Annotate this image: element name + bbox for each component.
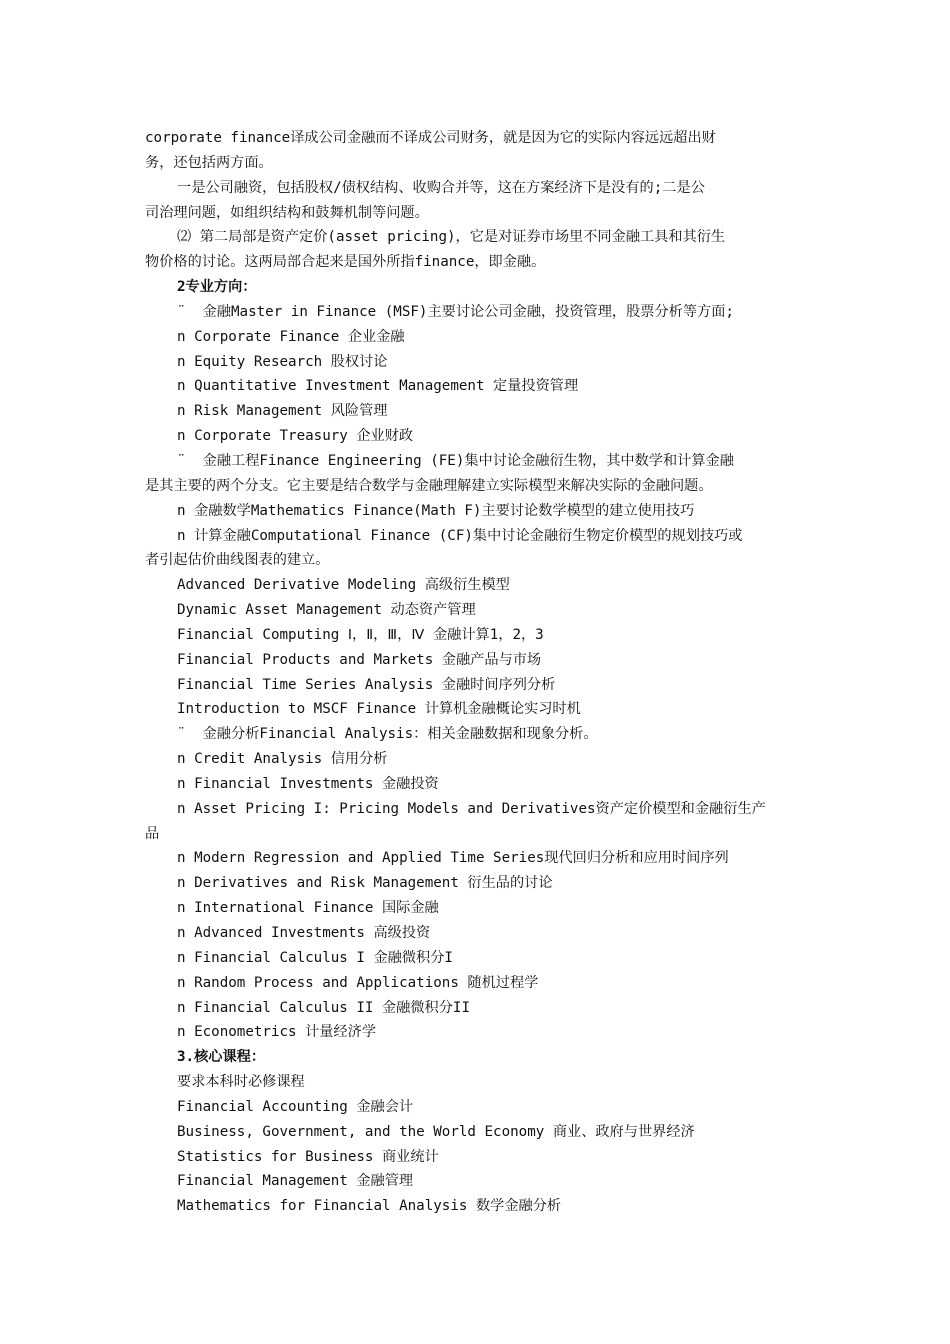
text-line: 是其主要的两个分支。它主要是结合数学与金融理解建立实际模型来解决实际的金融问题。 xyxy=(145,477,713,494)
text-line: Mathematics for Financial Analysis 数学金融分析 xyxy=(177,1198,562,1215)
text-line: n Modern Regression and Applied Time Series现代回归分析和应用时间序列 xyxy=(177,850,729,867)
section-heading: 2专业方向： xyxy=(177,279,257,296)
text-line: Financial Computing Ⅰ，Ⅱ，Ⅲ，Ⅳ 金融计算1，2，3 xyxy=(177,626,544,643)
text-line: 品 xyxy=(145,825,160,842)
text-line: 者引起估价曲线图表的建立。 xyxy=(145,552,330,569)
text-line: 要求本科时必修课程 xyxy=(177,1074,305,1091)
text-line: Financial Accounting 金融会计 xyxy=(177,1098,414,1115)
text-line: n International Finance 国际金融 xyxy=(177,900,439,917)
text-line: n Derivatives and Risk Management 衍生品的讨论 xyxy=(177,875,553,892)
text-line: n Corporate Finance 企业金融 xyxy=(177,328,405,345)
text-line: n 计算金融Computational Finance (CF)集中讨论金融衍生物定价模型的规划技巧或 xyxy=(177,527,743,544)
section-heading: 3.核心课程： xyxy=(177,1049,266,1066)
text-line: n Random Process and Applications 随机过程学 xyxy=(177,974,539,991)
text-line: 物价格的讨论。这两局部合起来是国外所指finance，即金融。 xyxy=(145,254,546,271)
text-line: Advanced Derivative Modeling 高级衍生模型 xyxy=(177,577,510,594)
text-line: n Equity Research 股权讨论 xyxy=(177,353,388,370)
text-line: n Financial Investments 金融投资 xyxy=(177,775,439,792)
text-line: n Econometrics 计量经济学 xyxy=(177,1024,377,1041)
text-line: n Risk Management 风险管理 xyxy=(177,403,388,420)
text-line: n Advanced Investments 高级投资 xyxy=(177,925,431,941)
text-line: n Asset Pricing I: Pricing Models and Derivatives资产定价模型和金融衍生产 xyxy=(177,800,766,817)
text-line: Statistics for Business 商业统计 xyxy=(177,1148,439,1165)
text-line: Financial Products and Markets 金融产品与市场 xyxy=(177,651,542,668)
text-line: n Financial Calculus II 金融微积分II xyxy=(177,999,471,1016)
text-line: corporate finance译成公司金融而不译成公司财务，就是因为它的实际内容远远超出财 xyxy=(145,130,716,146)
text-line: Business, Government, and the World Economy 商业、政府与世界经济 xyxy=(177,1123,695,1140)
text-line: n Financial Calculus I 金融微积分I xyxy=(177,949,453,966)
text-line: n 金融数学Mathematics Finance(Math F)主要讨论数学模型的建立使用技巧 xyxy=(177,502,695,519)
text-line: ¨ 金融Master in Finance (MSF)主要讨论公司金融，投资管理，股票分析等方面; xyxy=(177,303,734,320)
text-line: n Quantitative Investment Management 定量投资管理 xyxy=(177,378,579,395)
text-line: ¨ 金融分析Financial Analysis：相关金融数据和现象分析。 xyxy=(177,726,598,743)
text-line: 一是公司融资，包括股权/债权结构、收购合并等，这在方案经济下是没有的;二是公 xyxy=(177,179,705,196)
text-line: n Corporate Treasury 企业财政 xyxy=(177,428,414,445)
text-line: Introduction to MSCF Finance 计算机金融概论实习时机 xyxy=(177,701,581,718)
text-line: 务，还包括两方面。 xyxy=(145,154,273,171)
text-line: ⑵ 第二局部是资产定价(asset pricing)，它是对证券市场里不同金融工具和其衍生 xyxy=(177,229,726,246)
text-line: Financial Management 金融管理 xyxy=(177,1173,414,1190)
text-line: n Credit Analysis 信用分析 xyxy=(177,751,388,768)
text-line: 司治理问题，如组织结构和鼓舞机制等问题。 xyxy=(145,204,429,221)
text-line: Dynamic Asset Management 动态资产管理 xyxy=(177,602,476,619)
text-line: Financial Time Series Analysis 金融时间序列分析 xyxy=(177,676,556,693)
document-body xyxy=(145,126,810,1219)
text-line: ¨ 金融工程Finance Engineering (FE)集中讨论金融衍生物，其中数学和计算金融 xyxy=(177,452,734,469)
